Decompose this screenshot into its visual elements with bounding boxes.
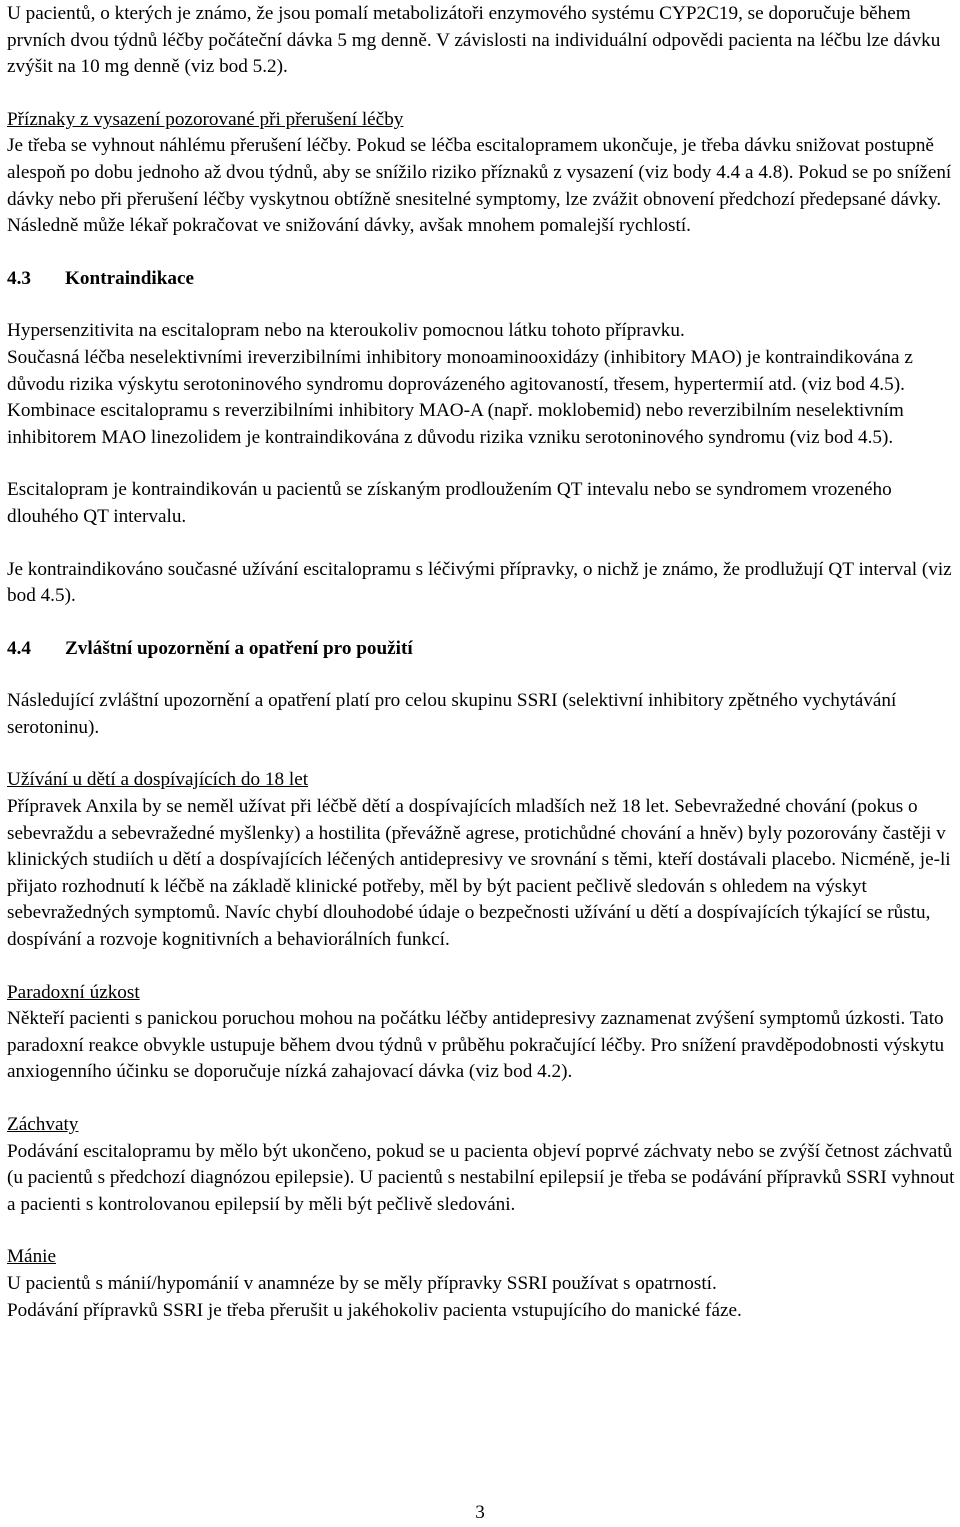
anxiety-paragraph: Někteří pacienti s panickou poruchou mohou na počátku léčby antidepresivy zaznamenat zvýšení symptomů úzkosti. Tato paradoxní reakce obvykle ustupuje během dvou týdnů v průběhu pokračující léčby. Pro snížení pravděpodobnosti výskytu anxiogenního účinku se doporučuje nízká zahajovací dávka (viz bod 4.2). [7, 1008, 945, 1083]
ssri-intro-paragraph: Následující zvláštní upozornění a opatření platí pro celou skupinu SSRI (selektivní inhibitory zpětného vychytávání serotoninu). [7, 690, 897, 738]
section-4-3-number: 4.3 [7, 267, 31, 289]
contraindication-qt-prolongation: Escitalopram je kontraindikován u pacientů se získaným prodloužením QT intevalu nebo se syndromem vrozeného dlouhého QT intervalu. [7, 479, 892, 527]
children-heading: Užívání u dětí a dospívajících do 18 let [7, 769, 309, 791]
seizures-heading: Záchvaty [7, 1114, 79, 1135]
withdrawal-heading: Příznaky z vysazení pozorované při přerušení léčby [7, 108, 404, 130]
contraindication-mao-irreversible: Současná léčba neselektivními ireverzibilními inhibitory monoaminooxidázy (inhibitory MAO) je kontraindikována z důvodu rizika výskytu serotoninového syndromu doprovázeného agitovaností, třesem, hypertermií atd. (viz bod 4.5). [7, 346, 913, 395]
mania-heading: Mánie [7, 1246, 57, 1268]
section-4-3-heading [7, 266, 960, 293]
section-4-4-title: Zvláštní upozornění a opatření pro použití [65, 637, 413, 659]
withdrawal-paragraph: Je třeba se vyhnout náhlému přerušení léčby. Pokud se léčba escitalopramem ukončuje, je třeba dávku snižovat postupně alespoň po dobu jednoho až dvou týdnů, aby se snížilo riziko příznaků z vysazení (viz body 4.4 a 4.8). Pokud se po snížení dávky nebo při přerušení léčby vyskytnou obtížně snesitelné symptomy, lze zvážit obnovení předchozí předepsané dávky. Následně může lékař pokračovat ve snižování dávky, avšak mnohem pomalejší rychlostí. [7, 135, 952, 237]
page-number: 3 [475, 1502, 485, 1523]
anxiety-heading: Paradoxní úzkost [7, 981, 140, 1003]
section-4-4-number: 4.4 [7, 637, 31, 659]
mania-line-1: U pacientů s mánií/hypománií v anamnéze by se měly přípravky SSRI používat s opatrností. [7, 1272, 717, 1294]
contraindication-mao-reversible: Kombinace escitalopramu s reverzibilními inhibitory MAO-A (např. moklobemid) nebo reverzibilním neselektivním inhibitorem MAO linezolidem je kontraindikována z důvodu rizika vzniku serotoninového syndromu (viz bod 4.5). [7, 400, 904, 448]
contraindication-qt-drugs: Je kontraindikováno současné užívání escitalopramu s léčivými přípravky, o nichž je známo, že prodlužují QT interval (viz bod 4.5). [7, 558, 952, 607]
children-paragraph: Přípravek Anxila by se neměl užívat při léčbě dětí a dospívajících mladších než 18 let. Sebevražedné chování (pokus o sebevraždu a sebevražedné myšlenky) a hostilita (převážně agrese, protichůdné chování a hněv) byly pozorovány častěji v klinických studiích u dětí a dospívajících léčených antidepresivy ve srovnání s těmi, kteří dostávali placebo. Nicméně, je-li přijato rozhodnutí k léčbě na základě klinické potřeby, měl by být pacient pečlivě sledován s ohledem na výskyt sebevražedných symptomů. Navíc chybí dlouhodobé údaje o bezpečnosti užívání u dětí a dospívajících týkající se růstu, dospívání a rozvoje kognitivních a behaviorálních funkcí. [7, 796, 951, 951]
dosage-paragraph: U pacientů, o kterých je známo, že jsou pomalí metabolizátoři enzymového systému CYP2C19, se doporučuje během prvních dvou týdnů léčby počáteční dávka 5 mg denně. V závislosti na individuální odpovědi pacienta na léčbu lze dávku zvýšit na 10 mg denně (viz bod 5.2). [7, 3, 941, 78]
contraindication-hypersensitivity: Hypersenzitivita na escitalopram nebo na kteroukoliv pomocnou látku tohoto přípravku. [7, 320, 685, 342]
section-4-3-title: Kontraindikace [65, 267, 194, 289]
section-4-4-heading [7, 636, 960, 663]
mania-line-2: Podávání přípravků SSRI je třeba přerušit u jakéhokoliv pacienta vstupujícího do manické fáze. [7, 1299, 742, 1321]
seizures-paragraph: Podávání escitalopramu by mělo být ukončeno, pokud se u pacienta objeví poprvé záchvaty nebo se zvýší četnost záchvatů (u pacientů s předchozí diagnózou epilepsie). U pacientů s nestabilní epilepsií je třeba se podávání přípravků SSRI vyhnout a pacienti s kontrolovanou epilepsií by měli být pečlivě sledováni. [7, 1140, 955, 1215]
